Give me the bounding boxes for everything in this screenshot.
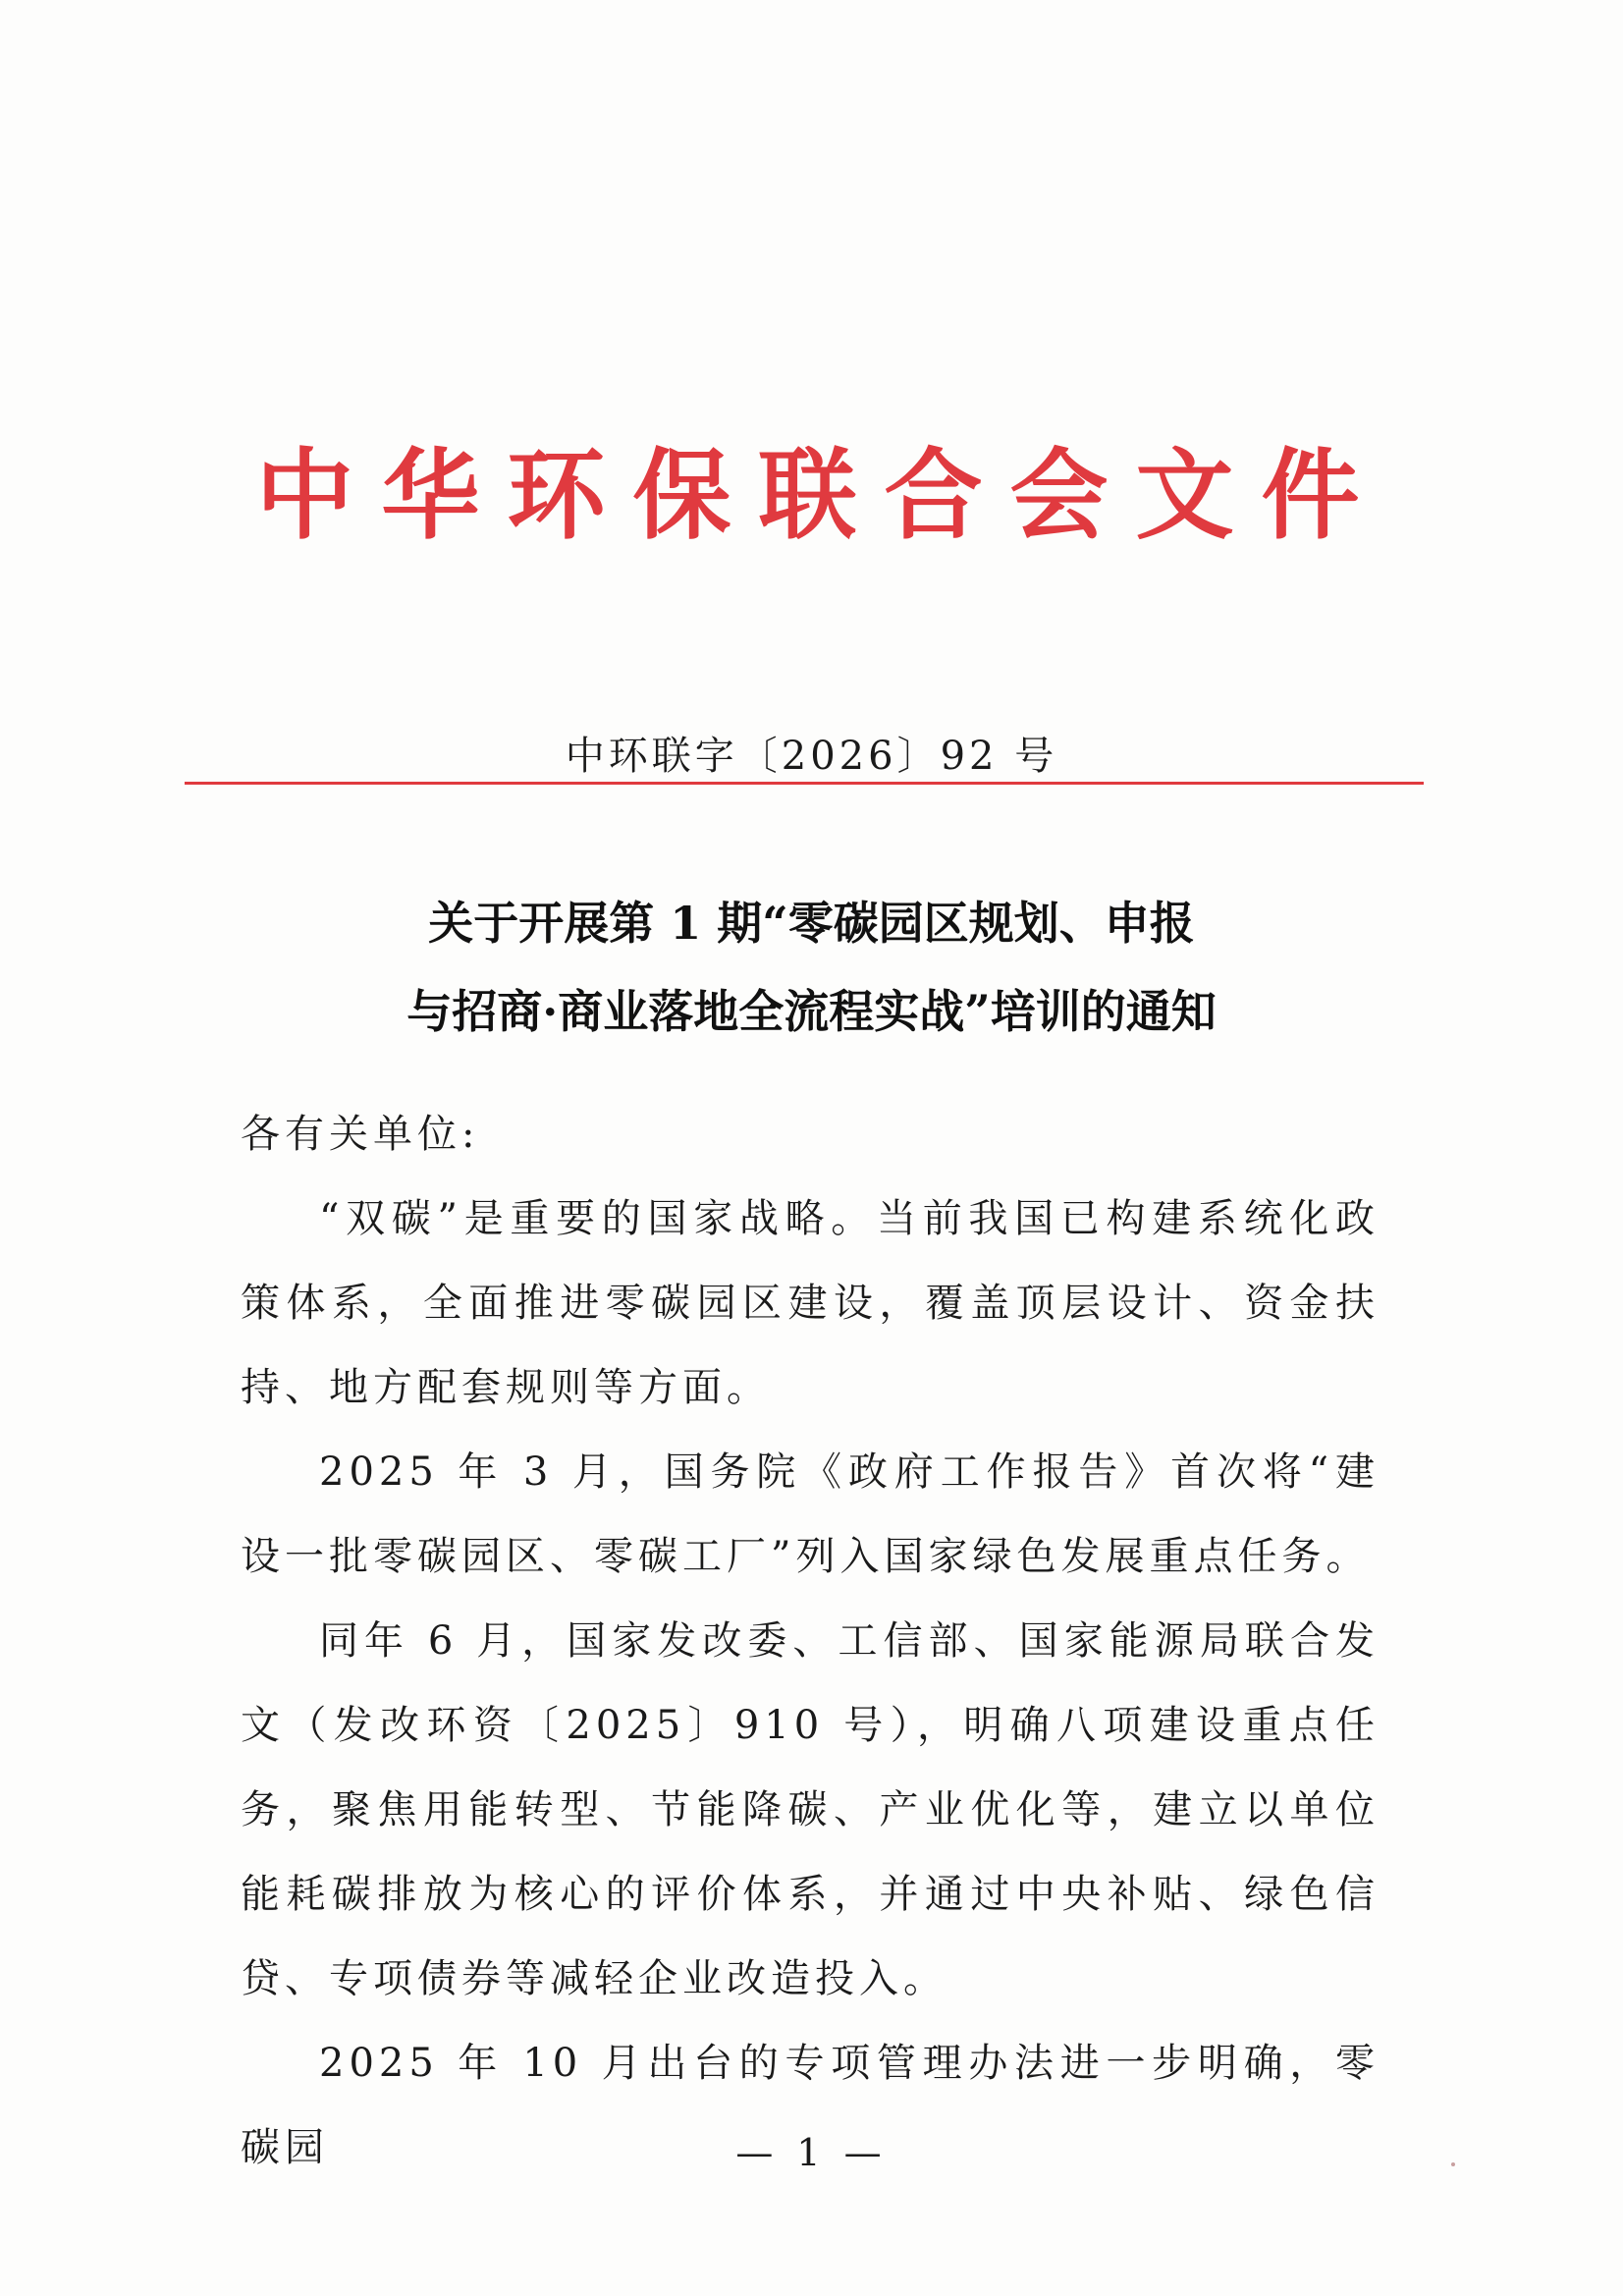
body-paragraph-3: 同年 6 月，国家发改委、工信部、国家能源局联合发文（发改环资〔2025〕910 号），明确八项建设重点任务，聚焦用能转型、节能降碳、产业优化等，建立以单位能耗碳排放为核心的评价体系，并通过中央补贴、绿色信贷、专项债券等减轻企业改造投入。 <box>241 1618 1380 2001</box>
document-title <box>0 879 1623 1056</box>
scan-speck <box>1451 2162 1455 2166</box>
issuer-header-title: 中华环保联合会文件 <box>255 438 1387 553</box>
document-number: 中环联字〔2026〕92 号 <box>565 734 1058 779</box>
page-number: — 1 — <box>735 2131 888 2174</box>
document-title-line-1: 关于开展第 1 期“零碳园区规划、申报 <box>428 897 1195 950</box>
red-divider-line <box>185 782 1424 785</box>
body-paragraph-1: “双碳”是重要的国家战略。当前我国已构建系统化政策体系，全面推进零碳园区建设，覆盖顶层设计、资金扶持、地方配套规则等方面。 <box>241 1196 1380 1410</box>
body-paragraph-4: 2025 年 10 月出台的专项管理办法进一步明确，零碳园 <box>241 2041 1380 2170</box>
salutation: 各有关单位: <box>241 1112 480 1157</box>
body-paragraph-2: 2025 年 3 月，国务院《政府工作报告》首次将“建设一批零碳园区、零碳工厂”列入国家绿色发展重点任务。 <box>241 1449 1380 1579</box>
document-title-line-2: 与招商·商业落地全流程实战”培训的通知 <box>406 985 1217 1038</box>
document-body <box>241 1092 1380 2190</box>
